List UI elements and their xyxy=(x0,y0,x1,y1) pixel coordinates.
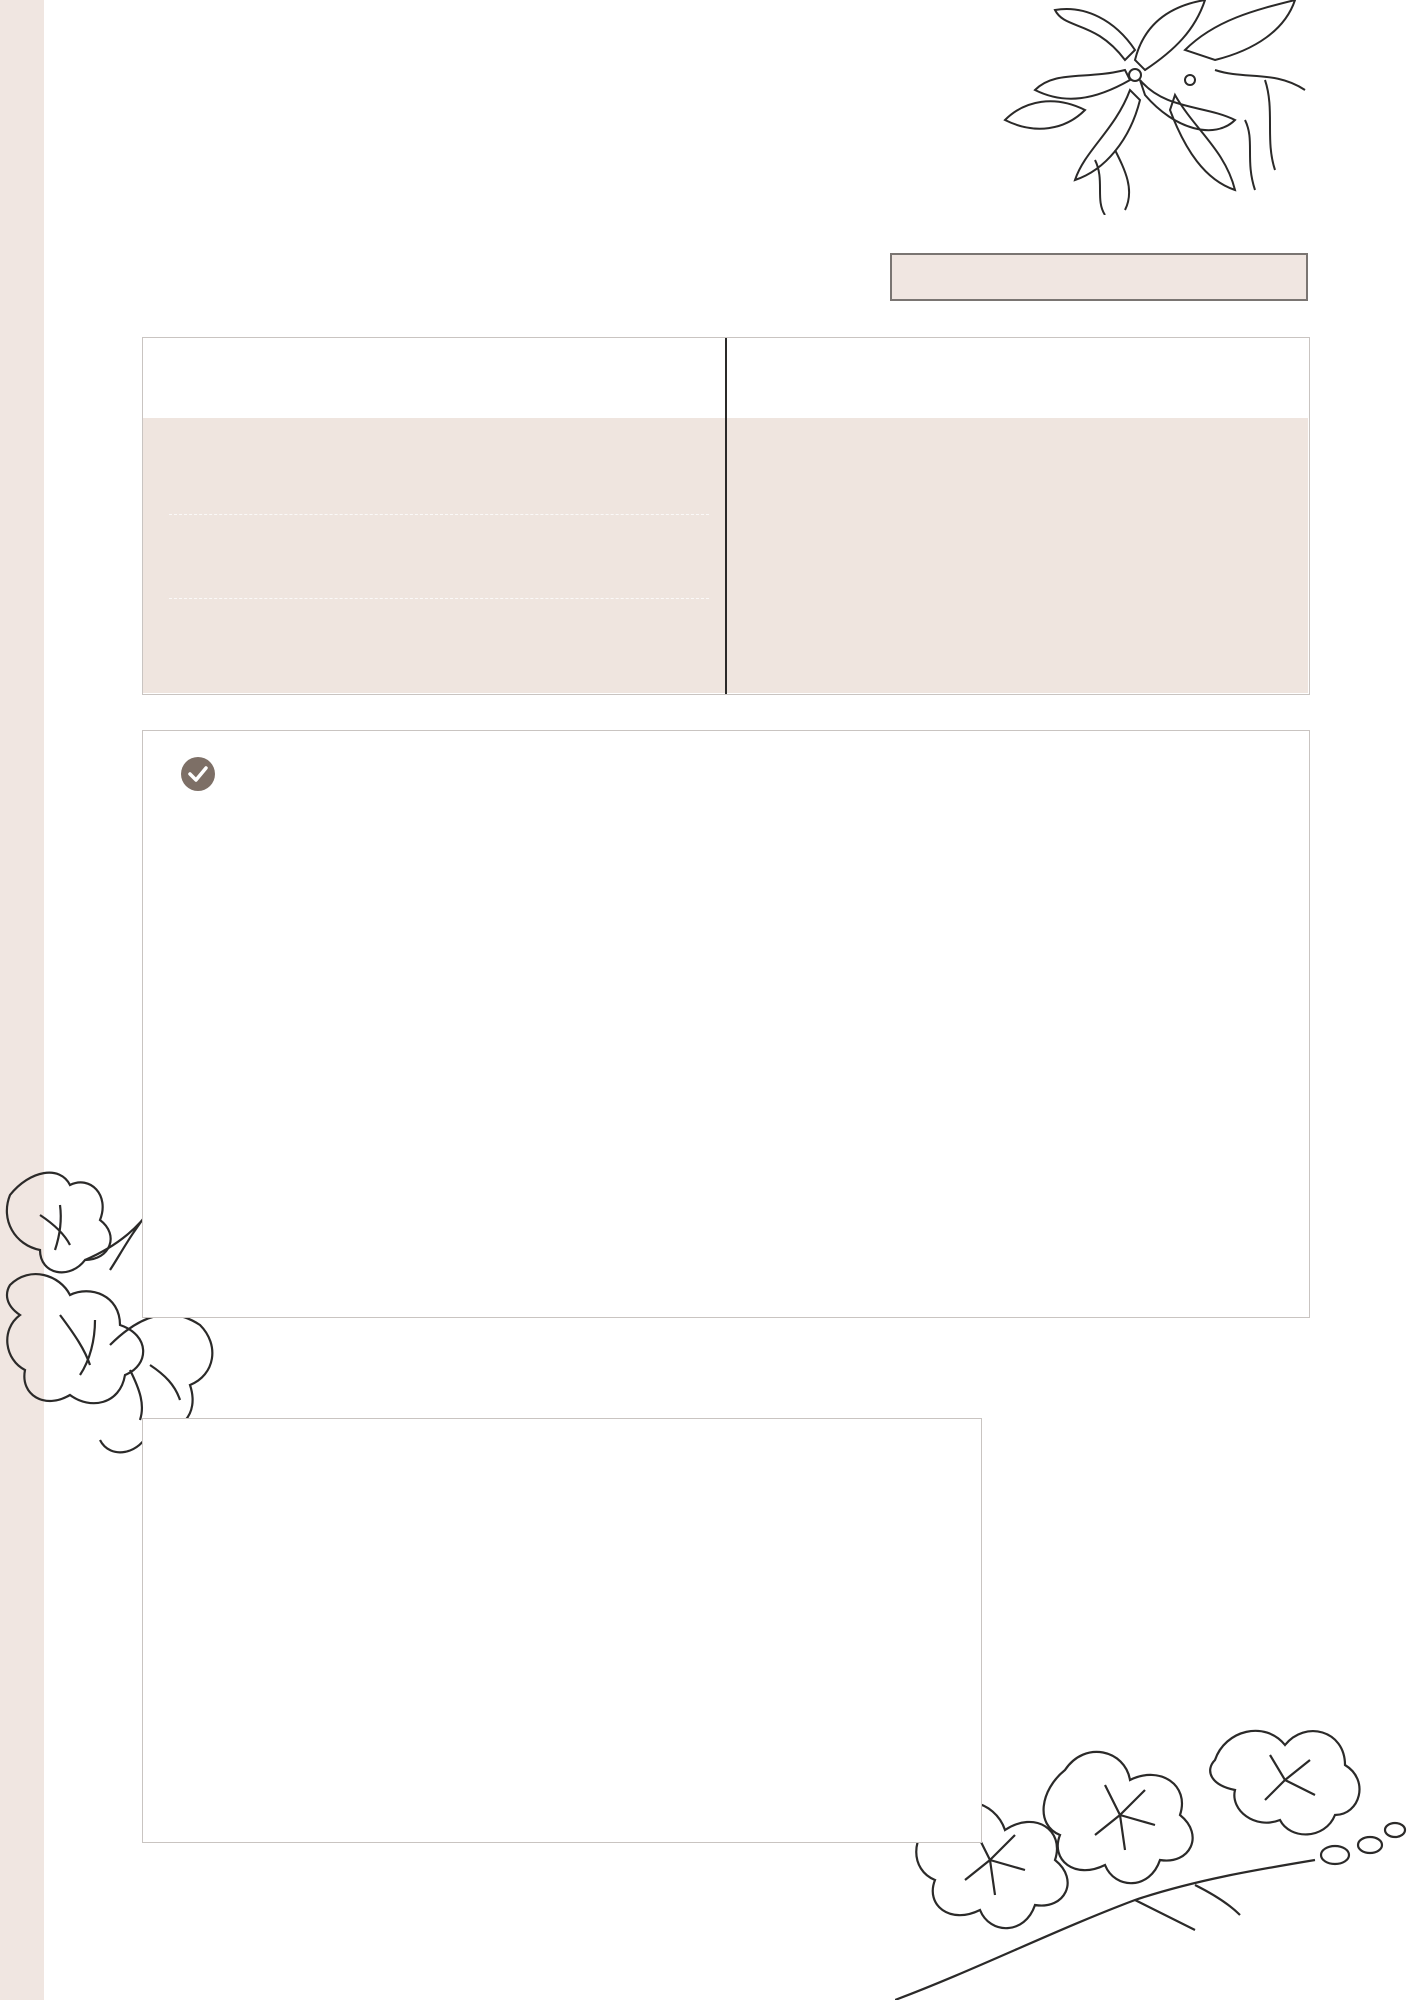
top-tasks-line-2 xyxy=(169,598,709,599)
date-field[interactable] xyxy=(890,253,1308,301)
top-tasks-line-1 xyxy=(169,514,709,515)
activities-panel xyxy=(142,730,1310,1318)
check-circle-icon xyxy=(180,756,216,792)
top-tasks-divider xyxy=(725,338,727,694)
top-tasks-panel xyxy=(142,337,1310,695)
flower-top-right-illustration xyxy=(975,0,1335,215)
other-tasks-panel xyxy=(142,1418,982,1843)
left-accent-bar xyxy=(0,0,44,2000)
